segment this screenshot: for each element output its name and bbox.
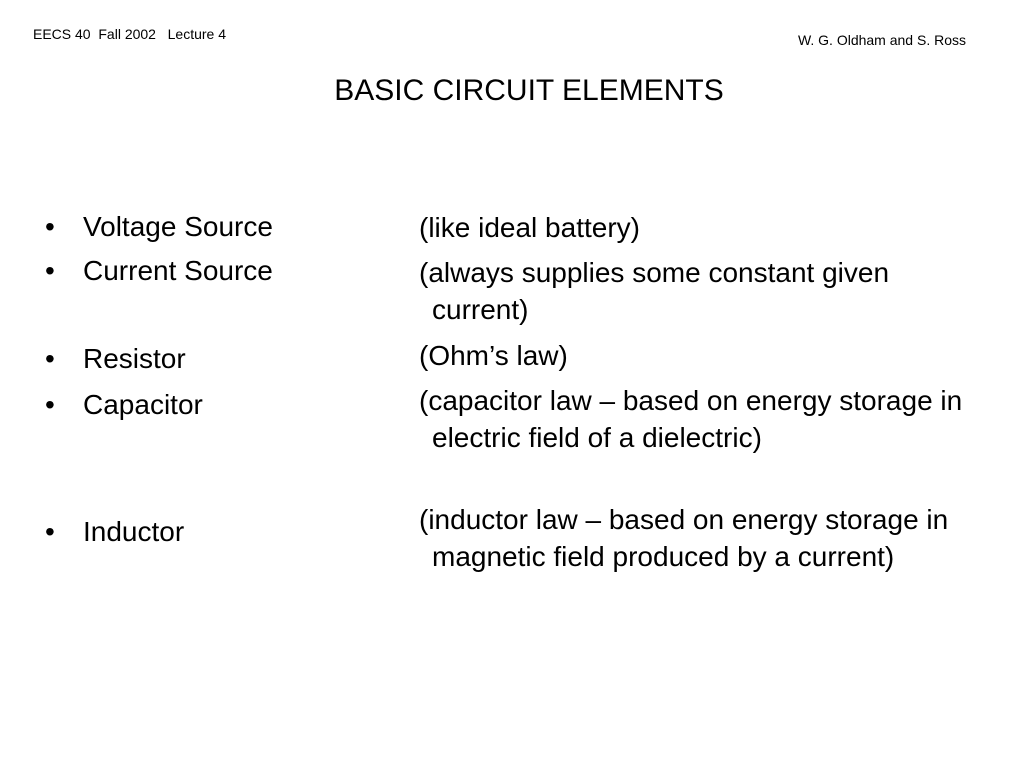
bullet-icon: • [45, 389, 55, 420]
list-item-current-source [45, 252, 273, 290]
list-item-inductor [45, 513, 184, 551]
element-term: Inductor [83, 516, 185, 547]
description-inductor: (inductor law – based on energy storage in magnetic field produced by a current) [419, 504, 949, 572]
bullet-icon: • [45, 516, 55, 547]
bullet-icon: • [45, 255, 55, 286]
description-capacitor: (capacitor law – based on energy storage in electric field of a dielectric) [419, 385, 963, 453]
list-item-capacitor [45, 386, 203, 424]
list-item-voltage-source [45, 208, 273, 246]
bullet-icon: • [45, 211, 55, 242]
element-term: Capacitor [83, 389, 203, 420]
bullet-icon: • [45, 343, 55, 374]
element-term: Voltage Source [83, 211, 273, 242]
course-header: EECS 40 Fall 2002 Lecture 4 [33, 26, 226, 42]
description-resistor: (Ohm’s law) [419, 340, 568, 371]
element-term: Resistor [83, 343, 186, 374]
description-current-source: (always supplies some constant given current) [419, 257, 890, 325]
slide-title: BASIC CIRCUIT ELEMENTS [334, 74, 724, 107]
author-header: W. G. Oldham and S. Ross [797, 32, 966, 48]
element-term: Current Source [83, 255, 273, 286]
list-item-resistor [45, 340, 186, 378]
description-voltage-source: (like ideal battery) [419, 212, 640, 243]
